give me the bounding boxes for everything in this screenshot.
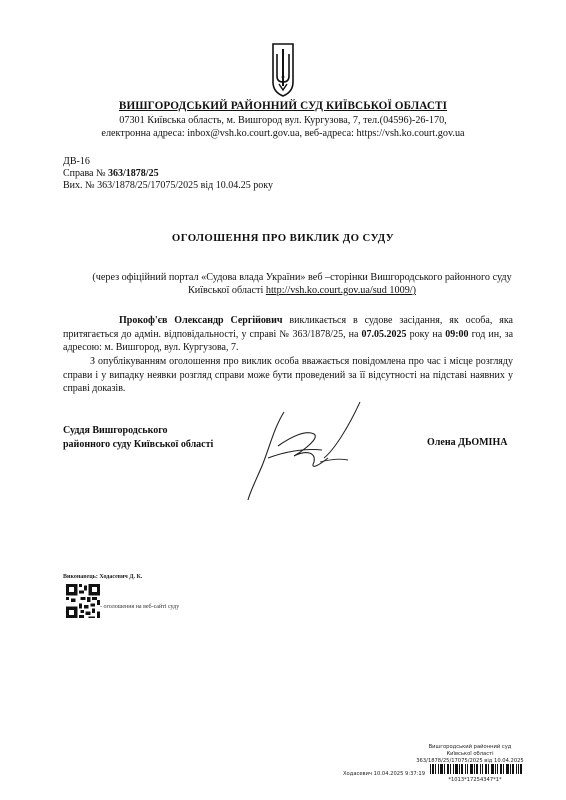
judge-title: [63, 424, 213, 452]
summons-text-3: год ин, за адресою: м. Вишгород, вул. Кургузова, 7.: [63, 328, 514, 353]
court-contacts-line: електронна адреса: inbox@vsh.ko.court.gov.ua, веб-адреса: https://vsh.ko.court.gov.ua: [101, 127, 465, 139]
portal-link[interactable]: http://vsh.ko.court.gov.ua/sud 1009/): [265, 285, 417, 296]
stamp-line-1: Вишгородський районний суд: [428, 744, 512, 750]
executor-line: Виконавець: Ходасевич Д. К.: [63, 574, 143, 580]
stamp-line-3: 363/1878/25/17075/2025 від 10.04.2025: [416, 757, 524, 764]
form-code: ДВ-16: [63, 156, 90, 167]
case-line: [63, 168, 159, 181]
summons-paragraph: [63, 314, 513, 355]
handwritten-signature: [244, 400, 362, 504]
portal-text: (через офіційний портал «Судова влада України» веб –сторінки Вишгородського районного суду Київської області: [92, 272, 512, 296]
summons-text-1: викликається в судове засідання, як особа, яка притягається до адмін. відповідальності, у справі № 363/1878/25, на: [63, 315, 513, 340]
case-number: 363/1878/25: [108, 168, 159, 179]
hearing-date: 07.05.2025: [361, 328, 407, 340]
document-title: ОГОЛОШЕННЯ ПРО ВИКЛИК ДО СУДУ: [171, 232, 395, 244]
person-name: Прокоф'єв Олександр Сергійович: [119, 315, 283, 326]
court-name: ВИШГОРОДСЬКИЙ РАЙОННИЙ СУД КИЇВСЬКОЇ ОБЛАСТІ: [118, 100, 448, 112]
portal-note: [92, 271, 512, 297]
hearing-time: 09:00: [445, 328, 469, 340]
judge-name: Олена ДЬОМІНА: [427, 437, 508, 448]
stamp-date: Ходасевич 10.04.2025 9:37:19: [343, 771, 426, 777]
court-address: [0, 115, 566, 140]
stamp-line-2: Київської області: [446, 750, 494, 757]
registration-stamp: [400, 744, 540, 764]
court-address-line: 07301 Київська область, м. Вишгород вул. Кургузова, 7, тел.(04596)-26-170,: [119, 115, 447, 126]
consequence-paragraph: З опублікуванням оголошення про виклик особа вважається повідомлена про час і місце розгляду справи і у випадку неявки розгляд справи може бути проведений за її відсутності на підставі наявних у справі доказів.: [63, 356, 513, 394]
judge-title-line-1: Суддя Вишгородського: [63, 425, 168, 436]
judge-title-line-2: районного суду Київської області: [63, 439, 214, 450]
summons-text-2: року на: [406, 328, 446, 340]
qr-code-icon[interactable]: [66, 584, 100, 618]
barcode-number: *1013*17254347*1*: [448, 777, 502, 783]
qr-caption: - оголошення на веб-сайті суду: [100, 604, 180, 610]
case-label: Справа №: [63, 168, 109, 179]
outgoing-number: Вих. № 363/1878/25/17075/2025 від 10.04.25 року: [63, 180, 273, 191]
coat-of-arms-icon: [270, 40, 296, 98]
